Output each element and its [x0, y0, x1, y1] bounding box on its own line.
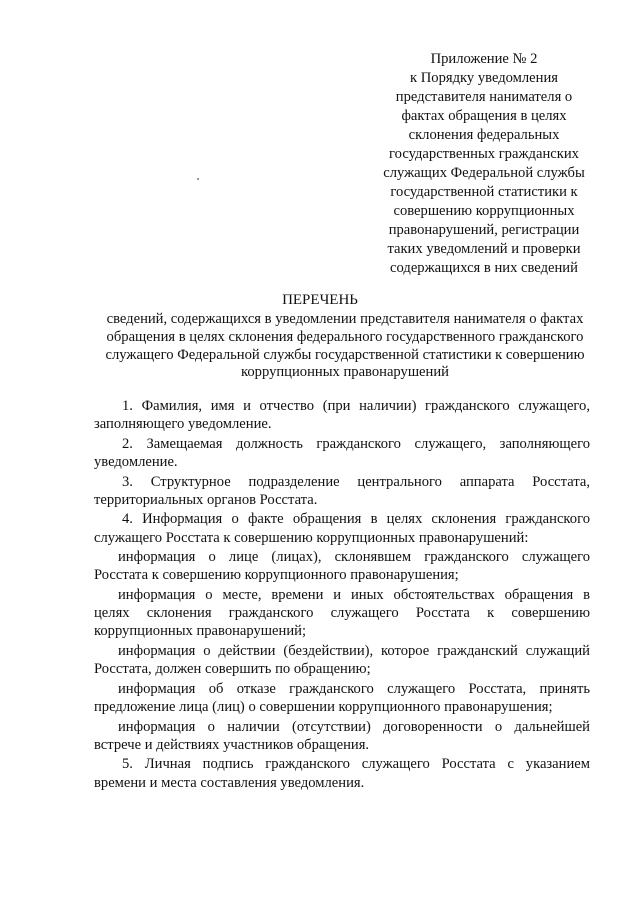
list-item-first-line: информация о наличии (отсутствии) договоренности о дальнейшей: [118, 718, 590, 735]
list-item-continuation: встрече и действиях участников обращения.: [94, 736, 370, 753]
list-item-continuation: уведомление.: [94, 454, 178, 470]
appendix-line: к Порядку уведомления: [410, 70, 558, 86]
subtitle-line: коррупционных правонарушений: [241, 364, 449, 381]
document-subtitle: [90, 311, 600, 382]
scan-speck: [197, 178, 199, 180]
list-item-continuation: территориальных органов Росстата.: [94, 491, 318, 508]
appendix-line: содержащихся в них сведений: [390, 260, 578, 276]
list-item-first-line: 5. Личная подпись гражданского служащего Росстата с указанием: [122, 756, 590, 773]
list-item-continuation: Росстата к совершению коррупционного правонарушения;: [94, 567, 459, 584]
list-item: [94, 510, 590, 546]
appendix-line: фактах обращения в целях: [401, 108, 567, 124]
list-of-information: [94, 397, 590, 793]
appendix-line: таких уведомлений и проверки: [387, 241, 581, 257]
appendix-line: государственной статистики к: [390, 184, 578, 200]
list-item-first-line: информация об отказе гражданского служащего Росстата, принять: [118, 680, 590, 697]
list-item-continuation: заполняющего уведомление.: [94, 416, 272, 433]
list-item-first-line: информация о месте, времени и иных обстоятельствах обращения в: [118, 586, 590, 603]
list-item-middle-line: целях склонения гражданского служащего Росстата к совершению: [94, 605, 590, 622]
list-item-continuation: служащего Росстата к совершению коррупционных правонарушений:: [94, 529, 529, 546]
list-item: [94, 755, 590, 791]
appendix-line: правонарушений, регистрации: [388, 222, 580, 238]
list-item-first-line: информация о лице (лицах), склонявшем гражданского служащего: [118, 549, 590, 566]
list-item-continuation: коррупционных правонарушений;: [94, 623, 307, 640]
appendix-line: Приложение № 2: [430, 51, 538, 67]
appendix-reference: [372, 50, 596, 278]
list-subitem: [94, 586, 590, 641]
list-subitem: [94, 680, 590, 716]
list-item-continuation: предложение лица (лиц) о совершении коррупционного правонарушения;: [94, 698, 553, 715]
list-item-continuation: Росстата, должен совершить по обращению;: [94, 661, 371, 678]
list-item-first-line: 3. Структурное подразделение центрального аппарата Росстата,: [122, 473, 590, 490]
appendix-line: представителя нанимателя о: [395, 89, 573, 105]
subtitle-line: обращения в целях склонения федерального государственного гражданского: [106, 328, 584, 345]
subtitle-line: служащего Федеральной службы государственной статистики к совершению: [105, 346, 585, 363]
appendix-line: служащих Федеральной службы: [383, 165, 585, 181]
list-item-first-line: 2. Замещаемая должность гражданского служащего, заполняющего: [122, 435, 590, 452]
list-item: [94, 397, 590, 433]
list-item-first-line: 1. Фамилия, имя и отчество (при наличии) гражданского служащего,: [122, 398, 590, 414]
list-item-continuation: времени и места составления уведомления.: [94, 774, 365, 791]
list-item-first-line: 4. Информация о факте обращения в целях склонения гражданского: [122, 511, 590, 528]
list-subitem: [94, 548, 590, 584]
subtitle-line: сведений, содержащихся в уведомлении представителя нанимателя о фактах: [106, 311, 584, 327]
list-item-first-line: информация о действии (бездействии), которое гражданский служащий: [118, 642, 590, 659]
appendix-line: совершению коррупционных: [393, 203, 575, 219]
list-subitem: [94, 642, 590, 678]
list-item: [94, 435, 590, 471]
document-title: ПЕРЕЧЕНЬ: [282, 292, 358, 308]
appendix-line: государственных гражданских: [389, 146, 579, 162]
appendix-line: склонения федеральных: [408, 127, 560, 143]
list-subitem: [94, 718, 590, 754]
list-item: [94, 473, 590, 509]
